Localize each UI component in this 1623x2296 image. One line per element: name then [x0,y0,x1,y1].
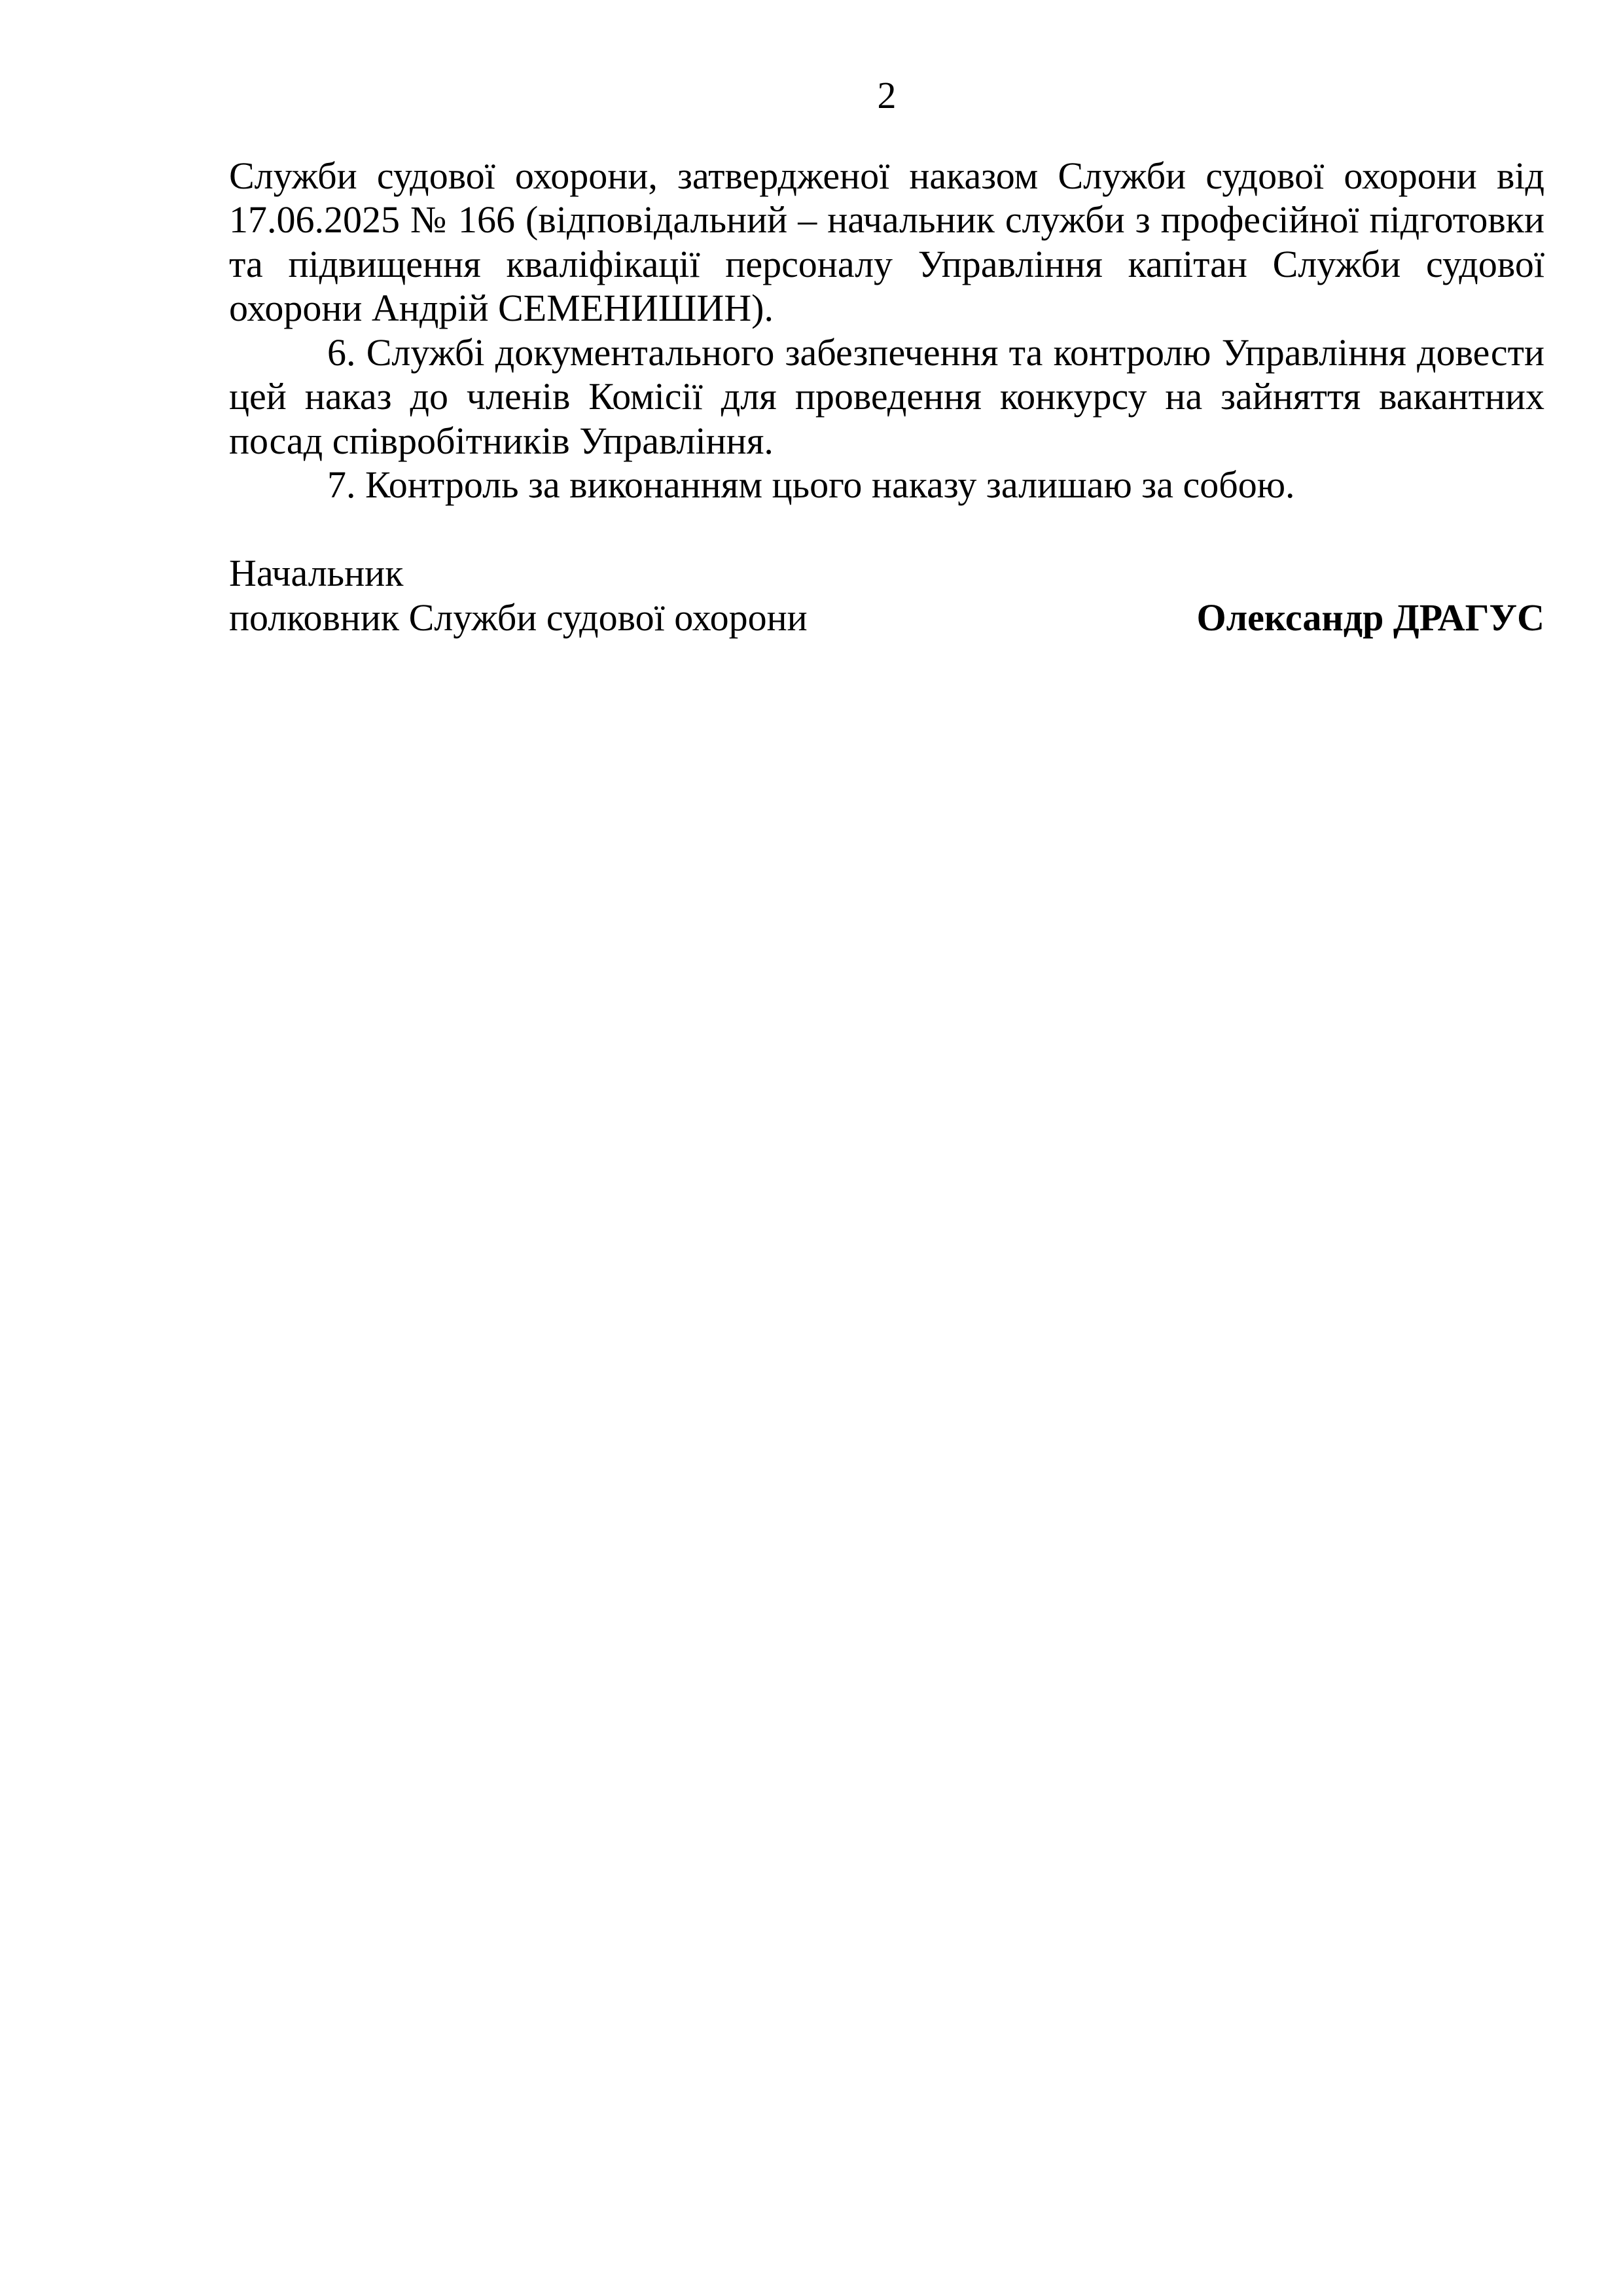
body-paragraph-item-6: 6. Службі документального забезпечення та контролю Управління довести цей наказ до членів Комісії для проведення конкурсу на зайняття вакантних посад співробітників Управління. [229,331,1544,462]
spacer [229,118,1544,154]
body-paragraph-continuation: Служби судової охорони, затвердженої наказом Служби судової охорони від 17.06.2025 № 166 (відповідальний – начальник служби з професійної підготовки та підвищення кваліфікації персоналу Управління капітан Служби судової охорони Андрій СЕМЕНИШИН). [229,154,1544,329]
signature-name: Олександр ДРАГУС [1196,596,1544,639]
signature-title-line2: полковник Служби судової охорони [229,596,808,639]
signature-row [229,596,1544,640]
body-paragraph-item-7: 7. Контроль за виконанням цього наказу залишаю за собою. [327,463,1295,506]
page-number: 2 [877,74,897,117]
signature-title-line1: Начальник [229,552,404,594]
spacer [229,507,1544,552]
document-content [229,73,1544,639]
